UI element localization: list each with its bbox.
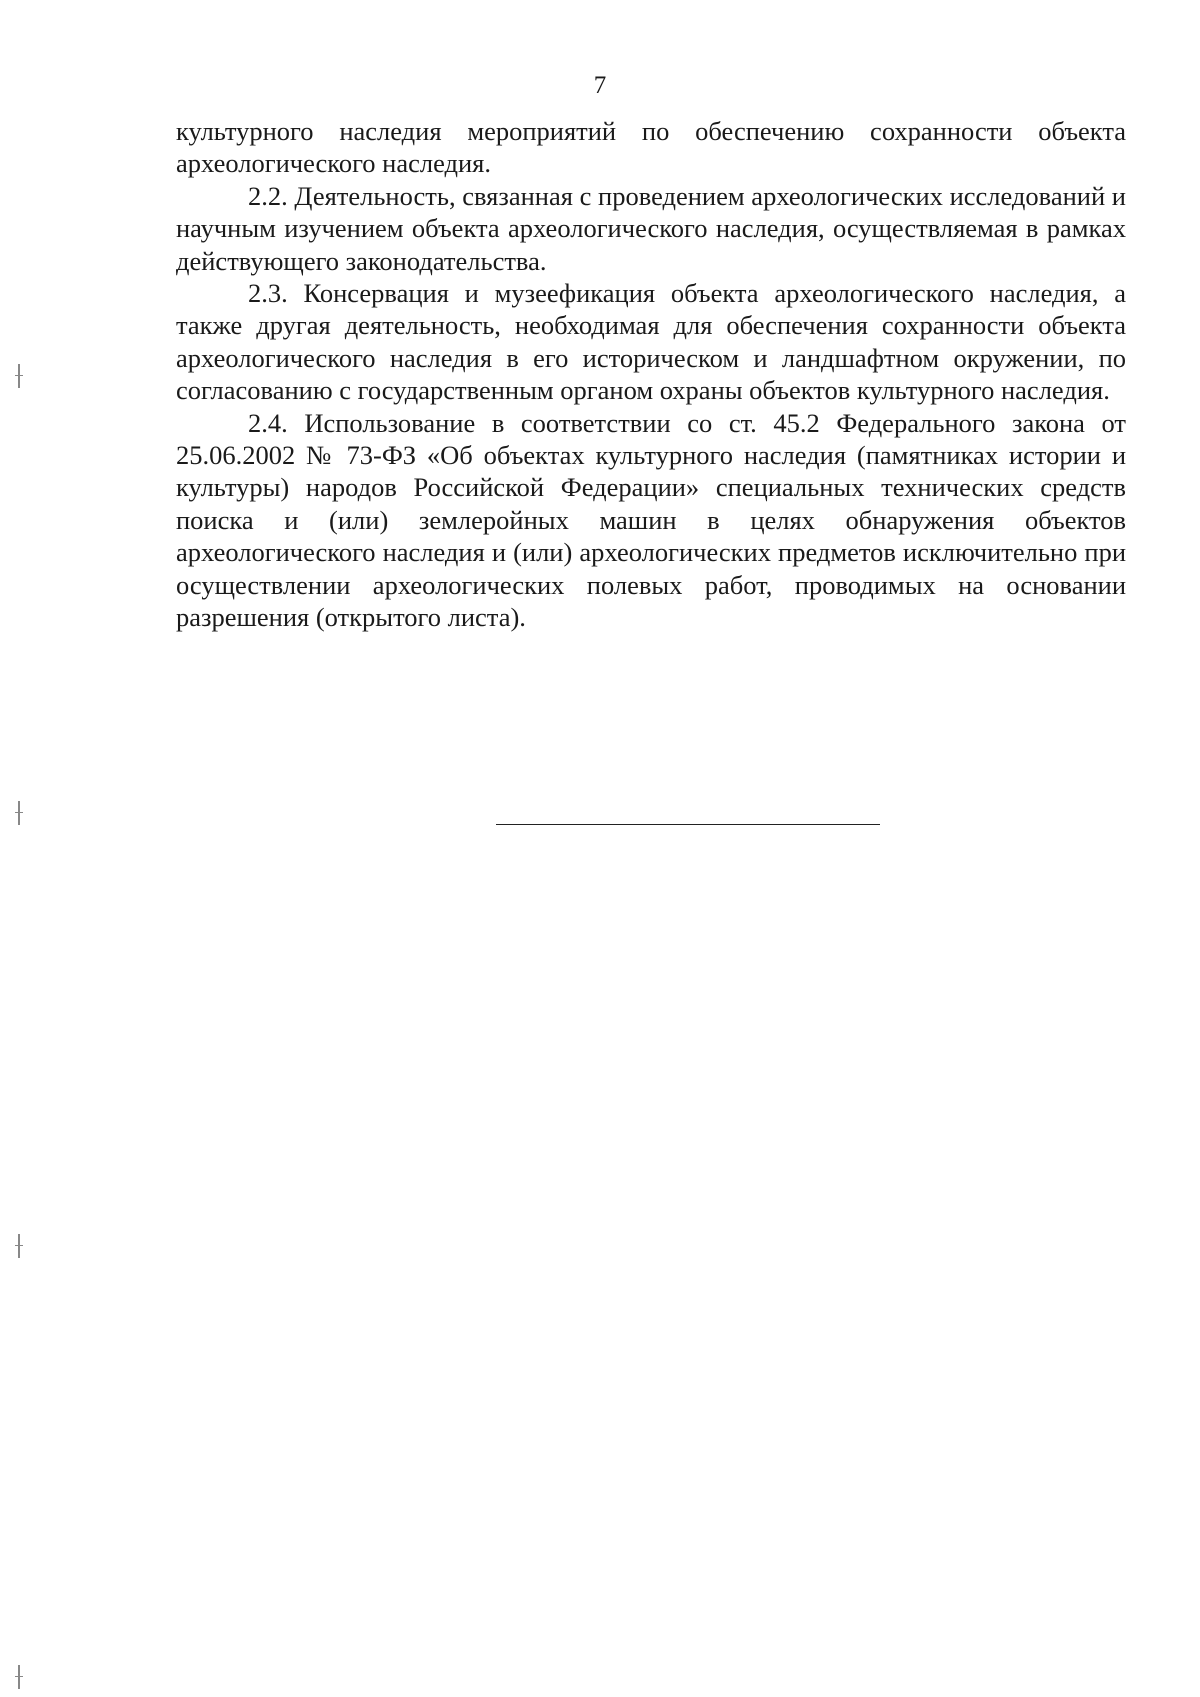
paragraph-continuation: культурного наследия мероприятий по обеспечению сохранности объекта археологического наследия.: [176, 116, 1126, 179]
binding-hole-mark: [18, 1234, 20, 1258]
binding-hole-mark: [18, 1665, 20, 1689]
end-of-text-rule: [496, 824, 880, 825]
binding-hole-mark: [18, 801, 20, 825]
paragraph-2-4: 2.4. Использование в соответствии со ст. 45.2 Федерального закона от 25.06.2002 № 73-ФЗ «Об объектах культурного наследия (памятниках истории и культуры) народов Российской Федерации» специальных технических средств поиска и (или) землеройных машин в целях обнаружения объектов археологического наследия и (или) археологических предметов исключительно при осуществлении археологических полевых работ, проводимых на основании разрешения (открытого листа).: [176, 407, 1126, 633]
page-number: 7: [593, 72, 607, 99]
document-body: [176, 115, 1126, 634]
paragraph-2-2: 2.2. Деятельность, связанная с проведением археологических исследований и научным изучением объекта археологического наследия, осуществляемая в рамках действующего законодательства.: [176, 180, 1126, 276]
paragraph-2-3: 2.3. Консервация и музеефикация объекта археологического наследия, а также другая деятельность, необходимая для обеспечения сохранности объекта археологического наследия в его историческом и ландшафтном окружении, по согласованию с государственным органом охраны объектов культурного наследия.: [176, 278, 1126, 406]
binding-hole-mark: [18, 364, 20, 388]
